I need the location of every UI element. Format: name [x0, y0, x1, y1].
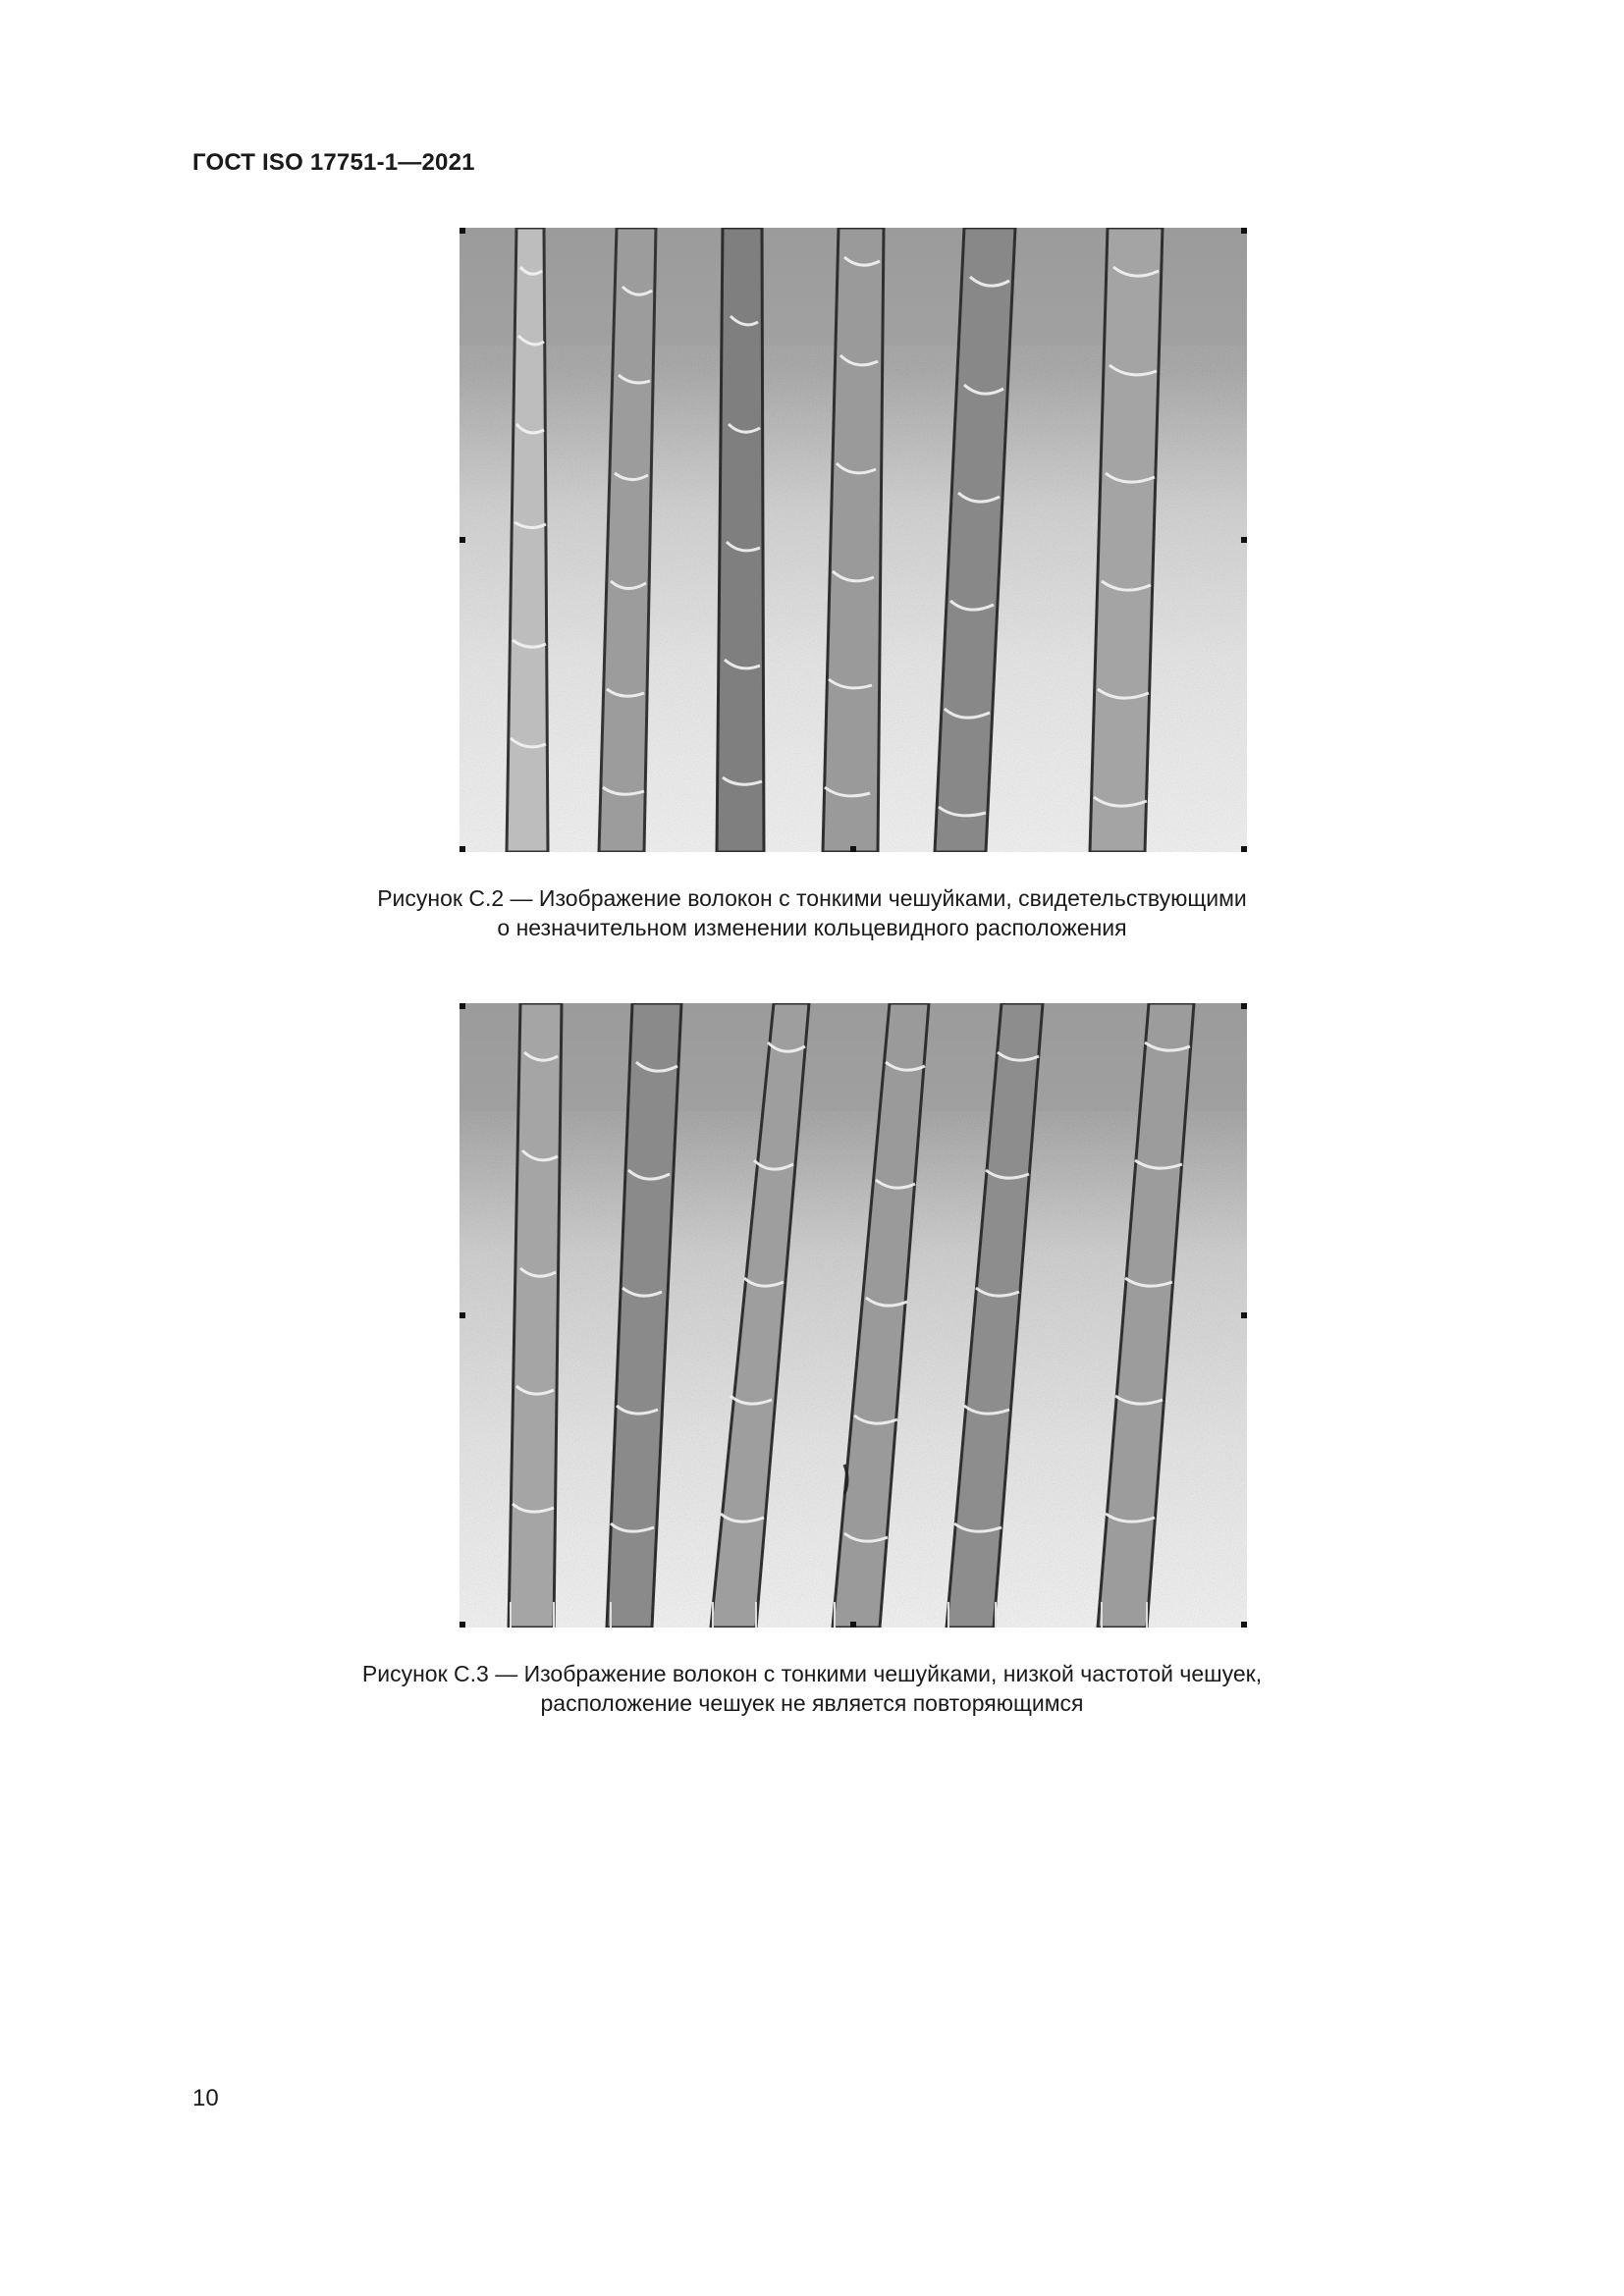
figure-c2-caption-line-1: Рисунок С.2 — Изображение волокон с тонкими чешуйками, свидетельствующими [377, 885, 1247, 911]
figure-c3-caption [0, 1659, 1624, 1718]
page-number: 10 [192, 2085, 219, 2111]
figure-c3-caption-line-1: Рисунок С.3 — Изображение волокон с тонкими чешуйками, низкой частотой чешуек, [361, 1661, 1263, 1686]
figure-c2-micrograph [460, 228, 1247, 852]
figure-c2-caption [0, 883, 1624, 942]
figure-c2-caption-line-2: о незначительном изменении кольцевидного расположения [497, 915, 1127, 940]
figure-c2-image [460, 228, 1247, 852]
figure-c3-image [460, 1003, 1247, 1628]
figure-c3-caption-line-2: расположение чешуек не является повторяющимся [540, 1690, 1084, 1716]
document-header: ГОСТ ISO 17751-1—2021 [192, 149, 475, 176]
figure-c3-micrograph [460, 1003, 1247, 1628]
